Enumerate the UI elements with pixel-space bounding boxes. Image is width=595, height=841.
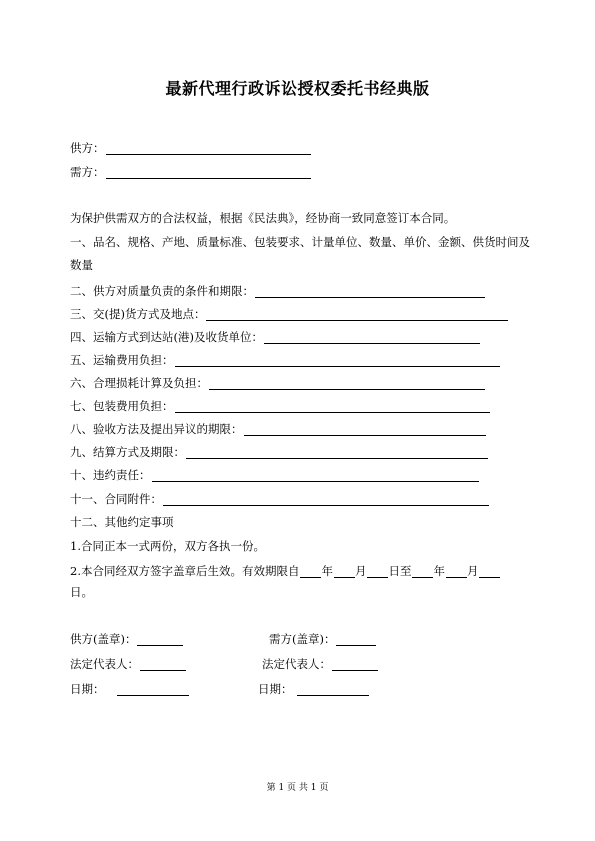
term-1: 1.合同正本一式两份，双方各执一份。 <box>70 539 265 553</box>
clause-2-field[interactable] <box>255 285 485 298</box>
clause-9-field[interactable] <box>186 446 488 459</box>
year-label-2: 年 <box>433 564 445 578</box>
clause-4 <box>70 330 480 344</box>
clause-12: 十二、其他约定事项 <box>70 515 174 529</box>
clause-4-label: 四、运输方式到达站(港)及收货单位： <box>70 330 263 344</box>
supplier-seal-field[interactable] <box>137 633 183 646</box>
page-number: 第 1 页 共 1 页 <box>266 783 329 793</box>
year-label: 年 <box>321 564 333 578</box>
clause-7 <box>70 399 490 413</box>
buyer-label: 需方： <box>70 165 105 179</box>
clause-11 <box>70 492 489 506</box>
day-to-label: 日至 <box>388 564 412 578</box>
clause-8-label: 八、验收方法及提出异议的期限： <box>70 422 243 436</box>
page-title: 最新代理行政诉讼授权委托书经典版 <box>165 79 430 98</box>
clause-2-label: 二、供方对质量负责的条件和期限： <box>70 284 254 298</box>
clause-5-field[interactable] <box>175 354 500 367</box>
clause-1: 一、品名、规格、产地、质量标准、包装要求、计量单位、数量、单价、金额、供货时间及数量 <box>70 235 530 272</box>
buyer-seal-label: 需方(盖章)： <box>269 632 336 646</box>
start-year-field[interactable] <box>300 565 321 578</box>
buyer-seal-line <box>269 632 376 646</box>
buyer-seal-field[interactable] <box>336 633 376 646</box>
clause-3-field[interactable] <box>206 308 508 321</box>
clause-4-field[interactable] <box>264 331 480 344</box>
supplier-date-line <box>70 682 189 696</box>
clause-8-field[interactable] <box>244 423 486 436</box>
supplier-field[interactable] <box>106 142 311 155</box>
month-label: 月 <box>354 564 367 578</box>
supplier-line <box>70 141 311 155</box>
buyer-line <box>70 165 311 179</box>
clause-3-label: 三、交(提)货方式及地点： <box>70 307 206 321</box>
clause-3 <box>70 307 508 321</box>
clause-5-label: 五、运输费用负担： <box>70 353 174 367</box>
month-label-2: 月 <box>466 564 479 578</box>
term-2-text: 2.本合同经双方签字盖章后生效。有效期限自 <box>70 564 300 578</box>
start-month-field[interactable] <box>334 565 355 578</box>
supplier-seal-label: 供方(盖章)： <box>70 632 137 646</box>
supplier-rep-line <box>70 657 186 671</box>
term-2-end: 日。 <box>70 585 93 599</box>
clause-11-label: 十一、合同附件： <box>70 492 162 506</box>
buyer-date-field[interactable] <box>297 683 369 696</box>
clause-10-label: 十、违约责任： <box>70 468 151 482</box>
clause-10 <box>70 468 479 482</box>
clause-7-field[interactable] <box>175 400 490 413</box>
supplier-rep-label: 法定代表人： <box>70 657 139 671</box>
clause-5 <box>70 353 500 367</box>
clause-7-label: 七、包装费用负担： <box>70 399 174 413</box>
supplier-date-field[interactable] <box>117 683 189 696</box>
clause-6-label: 六、合理损耗计算及负担： <box>70 376 208 390</box>
supplier-label: 供方： <box>70 141 105 155</box>
buyer-date-label: 日期： <box>258 682 293 696</box>
buyer-date-line <box>258 682 369 696</box>
intro-text: 为保护供需双方的合法权益，根据《民法典》，经协商一致同意签订本合同。 <box>70 211 456 225</box>
supplier-date-label: 日期： <box>70 682 105 696</box>
clause-9 <box>70 445 488 459</box>
start-day-field[interactable] <box>367 565 388 578</box>
end-day-field[interactable] <box>479 565 500 578</box>
buyer-rep-label: 法定代表人： <box>262 657 331 671</box>
end-month-field[interactable] <box>446 565 467 578</box>
supplier-seal-line <box>70 632 183 646</box>
clause-2 <box>70 284 485 298</box>
clause-11-field[interactable] <box>163 493 489 506</box>
buyer-rep-field[interactable] <box>332 658 378 671</box>
buyer-field[interactable] <box>106 166 311 179</box>
supplier-rep-field[interactable] <box>140 658 186 671</box>
clause-9-label: 九、结算方式及期限： <box>70 445 185 459</box>
end-year-field[interactable] <box>412 565 433 578</box>
buyer-rep-line <box>262 657 378 671</box>
clause-6-field[interactable] <box>209 377 485 390</box>
clause-10-field[interactable] <box>152 469 479 482</box>
clause-8 <box>70 422 486 436</box>
clause-6 <box>70 376 485 390</box>
term-2 <box>70 564 500 578</box>
